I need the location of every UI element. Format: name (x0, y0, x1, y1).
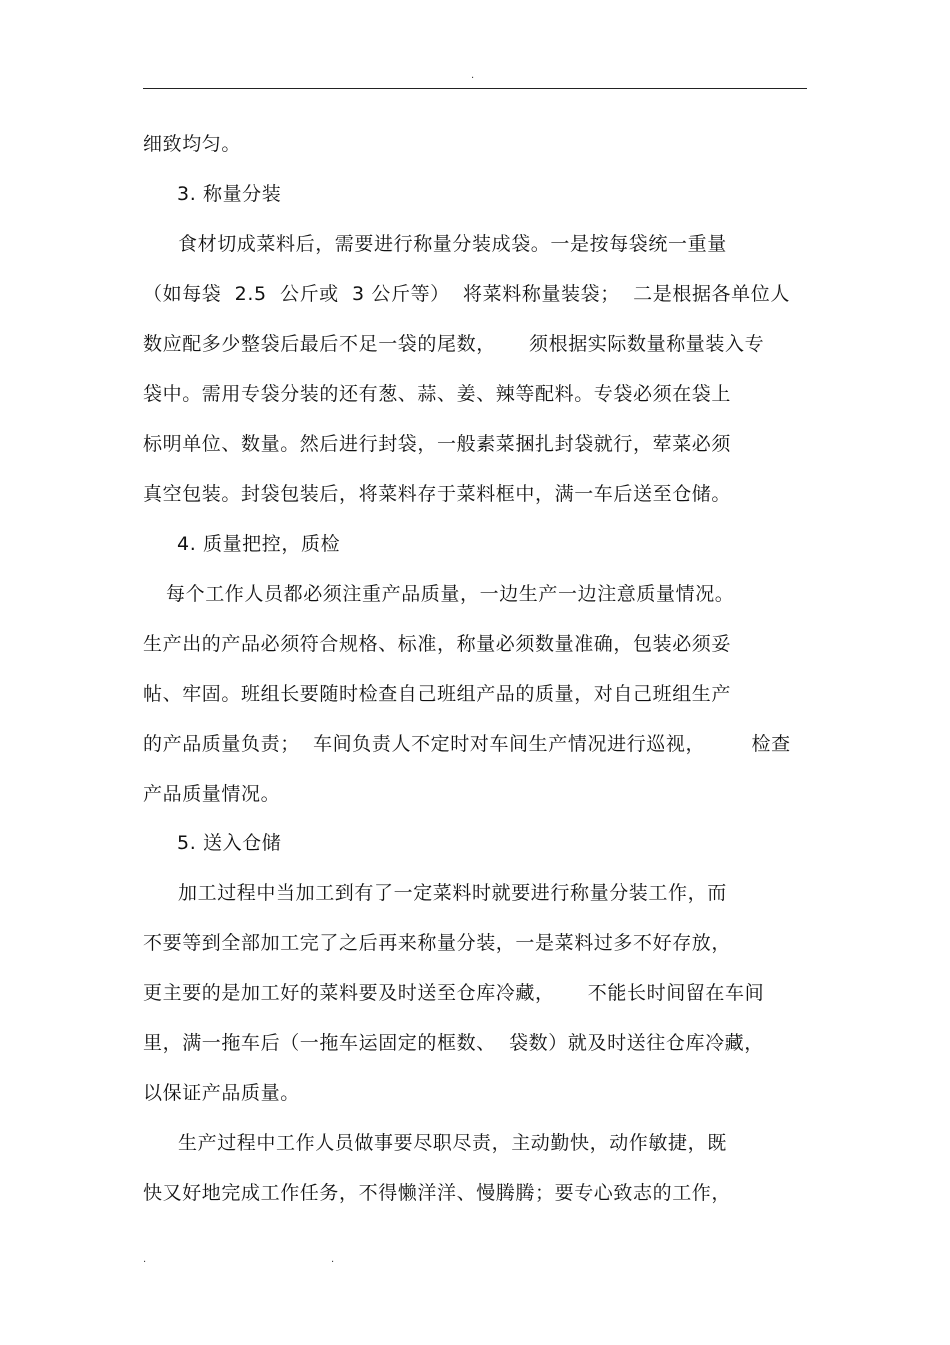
text-line: 每个工作人员都必须注重产品质量，一边生产一边注意质量情况。 (166, 583, 735, 605)
text-line: 真空包装。封袋包装后，将菜料存于菜料框中，满一车后送至仓储。 (143, 483, 732, 505)
footer-marker-left: . (143, 1254, 147, 1265)
text-line: 产品质量情况。 (143, 783, 281, 805)
text-line: 细致均匀。 (143, 133, 242, 155)
header-rule (143, 88, 807, 89)
text-line: 不要等到全部加工完了之后再来称量分装，一是菜料过多不好存放， (143, 932, 732, 954)
text-line: 袋中。需用专袋分装的还有葱、蒜、姜、辣等配料。专袋必须在袋上 (143, 383, 732, 405)
text-line: 生产过程中工作人员做事要尽职尽责，主动勤快，动作敏捷，既 (178, 1132, 727, 1154)
section-heading: 4. 质量把控，质检 (177, 533, 341, 555)
text-line: 生产出的产品必须符合规格、标准，称量必须数量准确，包装必须妥 (143, 633, 732, 655)
text-line: 更主要的是加工好的菜料要及时送至仓库冷藏， 不能长时间留在车间 (143, 982, 765, 1004)
section-heading: 3. 称量分装 (177, 183, 282, 205)
text-line: 数应配多少整袋后最后不足一袋的尾数， 须根据实际数量称量装入专 (143, 333, 765, 355)
footer-marker-right: . (331, 1254, 335, 1265)
text-line: 加工过程中当加工到有了一定菜料时就要进行称量分装工作，而 (178, 882, 727, 904)
text-line: 帖、牢固。班组长要随时检查自己班组产品的质量，对自己班组生产 (143, 683, 732, 705)
text-line: 里，满一拖车后（一拖车运固定的框数、 袋数）就及时送往仓库冷藏， (143, 1032, 764, 1054)
text-line: 快又好地完成工作任务，不得懒洋洋、慢腾腾；要专心致志的工作， (143, 1182, 732, 1204)
text-line: 的产品质量负责； 车间负责人不定时对车间生产情况进行巡视， 检查 (143, 733, 791, 755)
section-heading: 5. 送入仓储 (177, 832, 282, 854)
text-line: 以保证产品质量。 (143, 1082, 300, 1104)
text-line: （如每袋 2.5 公斤或 3 公斤等） 将菜料称量装袋； 二是根据各单位人 (143, 283, 790, 305)
text-line: 标明单位、数量。然后进行封袋，一般素菜捆扎封袋就行，荤菜必须 (143, 433, 732, 455)
text-line: 食材切成菜料后，需要进行称量分装成袋。一是按每袋统一重量 (178, 233, 727, 255)
header-marker: . (471, 70, 475, 81)
